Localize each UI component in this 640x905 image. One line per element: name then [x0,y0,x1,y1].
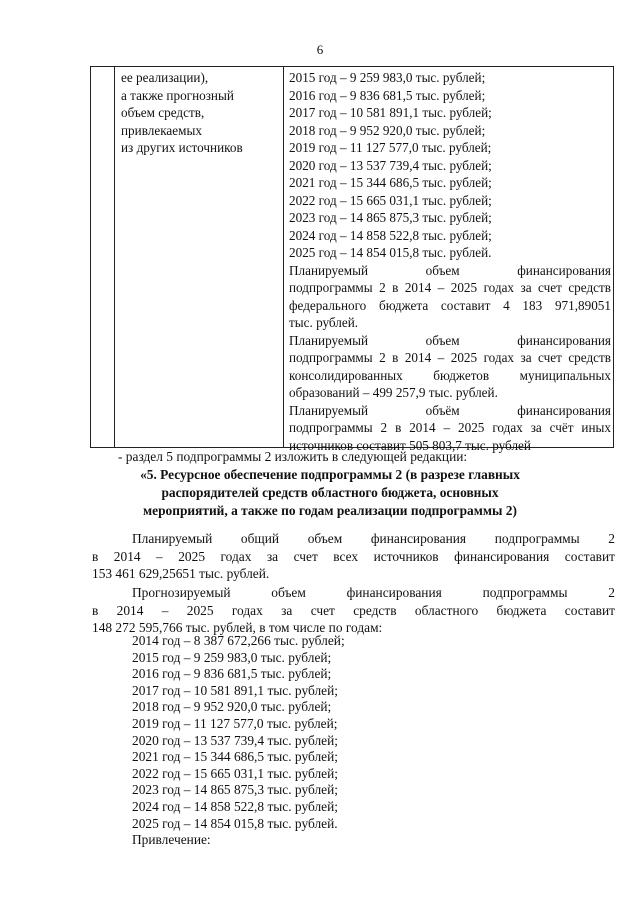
year-line: 2025 год – 14 854 015,8 тыс. рублей. [289,245,492,260]
list-item: 2014 год – 8 387 672,266 тыс. рублей; [132,633,345,648]
paragraph-line: в 2014 – 2025 годах за счет средств областного бюджета составит [92,602,615,618]
section-intro: - раздел 5 подпрограммы 2 изложить в следующей редакции: [118,449,468,464]
year-line: 2020 год – 13 537 739,4 тыс. рублей; [289,157,492,173]
heading-line: мероприятий, а также по годам реализации подпрограммы 2) [143,503,517,518]
heading-line: «5. Ресурсное обеспечение подпрограммы 2 (в разрезе главных [140,467,520,482]
label-line: а также прогнозный [121,87,234,103]
paragraph-line: тыс. рублей. [289,315,359,330]
paragraph-line: 153 461 629,25651 тыс. рублей. [92,566,270,581]
section-heading [110,466,550,520]
paragraph-line: Планируемый общий объем финансирования подпрограммы 2 [132,531,615,546]
page-number: 6 [316,42,324,57]
year-line: 2024 год – 14 858 522,8 тыс. рублей; [289,227,492,243]
table-label-cell [121,69,281,157]
paragraph-line: Планируемый объем финансирования [289,332,611,348]
paragraph-line: консолидированных бюджетов муниципальных [289,367,611,383]
paragraph-line: Прогнозируемый объем финансирования подпрограммы 2 [132,585,615,600]
year-line: 2016 год – 9 836 681,5 тыс. рублей; [289,87,486,103]
year-line: 2022 год – 15 665 031,1 тыс. рублей; [289,192,492,208]
label-line: объем средств, [121,105,205,120]
list-item: 2021 год – 15 344 686,5 тыс. рублей; [132,749,338,765]
table-column-divider [114,67,115,447]
total-financing-paragraph [92,530,615,583]
paragraph-line: подпрограммы 2 в 2014 – 2025 годах за счёт иных [289,420,611,435]
year-line: 2018 год – 9 952 920,0 тыс. рублей; [289,122,486,138]
label-line: привлекаемых [121,122,202,138]
table-value-cell [289,69,611,454]
label-line: из других источников [121,140,243,155]
list-item: 2020 год – 13 537 739,4 тыс. рублей; [132,732,338,748]
year-line: 2023 год – 14 865 875,3 тыс. рублей; [289,210,492,225]
passport-table [90,66,614,453]
table-column-divider [283,67,284,447]
paragraph-line: подпрограммы 2 в 2014 – 2025 годах за счет средств [289,350,611,365]
year-line: 2021 год – 15 344 686,5 тыс. рублей; [289,175,492,190]
paragraph-line: источников составит 505 803,7 тыс. рублей [289,437,531,453]
list-item: 2025 год – 14 854 015,8 тыс. рублей. [132,815,338,831]
list-item: 2023 год – 14 865 875,3 тыс. рублей; [132,782,338,798]
other-sources-paragraph [289,402,611,455]
list-item: 2016 год – 9 836 681,5 тыс. рублей; [132,666,332,682]
year-line: 2019 год – 11 127 577,0 тыс. рублей; [289,140,492,155]
list-item: 2015 год – 9 259 983,0 тыс. рублей; [132,649,332,665]
list-item: 2022 год – 15 665 031,1 тыс. рублей; [132,765,338,781]
year-line: 2017 год – 10 581 891,1 тыс. рублей; [289,105,492,120]
paragraph-line: Планируемый объем финансирования [289,262,611,278]
year-financing-list [132,633,345,849]
list-item: 2018 год – 9 952 920,0 тыс. рублей; [132,699,332,715]
list-item: 2017 год – 10 581 891,1 тыс. рублей; [132,682,338,698]
heading-line: распорядителей средств областного бюджета, основных [161,485,499,500]
label-line: ее реализации), [121,70,209,85]
list-item: 2019 год – 11 127 577,0 тыс. рублей; [132,715,338,731]
municipal-budget-paragraph [289,332,611,402]
list-item: Привлечение: [132,832,211,848]
paragraph-line: Планируемый объём финансирования [289,402,611,418]
paragraph-line: федерального бюджета составит 4 183 971,89051 [289,297,611,313]
federal-budget-paragraph [289,262,611,332]
list-item: 2024 год – 14 858 522,8 тыс. рублей; [132,798,338,814]
paragraph-line: 148 272 595,766 тыс. рублей, в том числе по годам: [92,620,383,635]
regional-budget-paragraph [92,584,615,637]
paragraph-line: образований – 499 257,9 тыс. рублей. [289,385,498,400]
paragraph-line: подпрограммы 2 в 2014 – 2025 годах за счет средств [289,280,611,295]
paragraph-line: в 2014 – 2025 годах за счет всех источников финансирования составит [92,548,615,564]
year-line: 2015 год – 9 259 983,0 тыс. рублей; [289,70,486,85]
